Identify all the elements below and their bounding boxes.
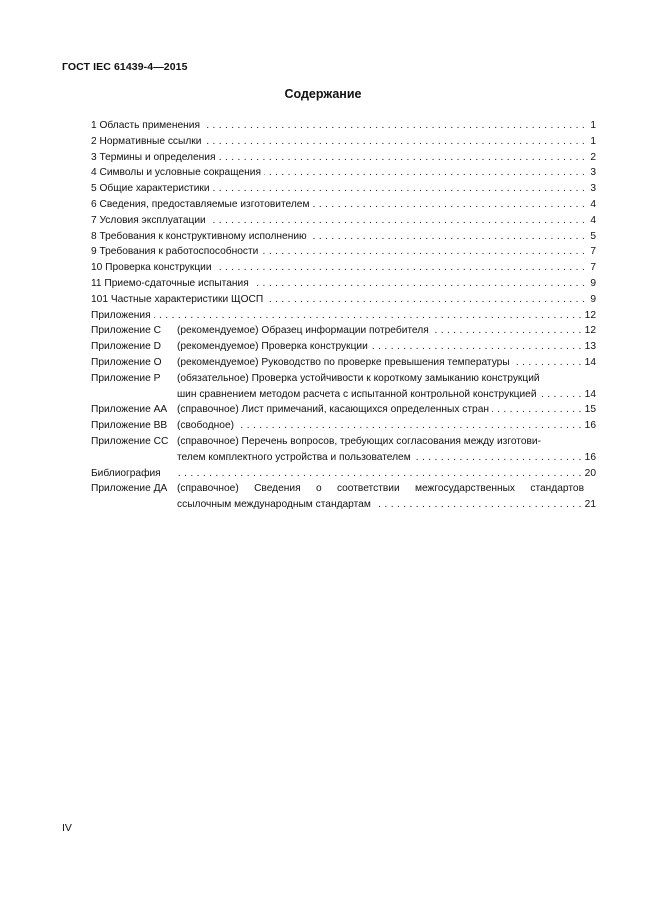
appendix-name: Приложение D (91, 341, 161, 353)
toc-entry-page: 5 (590, 230, 596, 242)
toc-entry-page: 2 (590, 151, 596, 163)
toc-entry-appendix-bb[interactable] (91, 418, 596, 434)
toc-entry-7[interactable] (91, 213, 596, 229)
toc-entry-10[interactable] (91, 260, 596, 276)
dot-leader (252, 276, 585, 292)
appendix-name: Приложение О (91, 356, 162, 368)
appendix-name: Приложение Р (91, 372, 161, 384)
toc-entry-page: 7 (590, 262, 596, 274)
dot-leader (266, 292, 585, 308)
dot-leader (209, 213, 585, 229)
toc-entry-label: 4 Символы и условные сокращения (91, 167, 261, 179)
toc-entry-3[interactable] (91, 150, 596, 166)
toc-entry-label: 7 Условия эксплуатации (91, 214, 206, 226)
toc-entry-label: Приложения (91, 309, 151, 321)
toc-entry-label: 3 Термины и определения (91, 151, 216, 163)
toc-entry-appendix-p[interactable] (91, 371, 596, 403)
appendix-name: Приложение АА (91, 404, 168, 416)
dot-leader (154, 308, 582, 324)
appendix-title-word: соответствии (336, 483, 400, 495)
toc-entry-label: 10 Проверка конструкции (91, 262, 212, 274)
dot-leader (261, 244, 585, 260)
dot-leader (312, 197, 585, 213)
dot-leader (203, 118, 585, 134)
toc-entry-appendix-aa[interactable] (91, 402, 596, 418)
toc-entry-page: 9 (590, 293, 596, 305)
toc-entry-label: 9 Требования к работоспособности (91, 246, 259, 258)
toc-entry-4[interactable] (91, 165, 596, 181)
dot-leader (215, 260, 585, 276)
appendix-title-line2: шин сравнением методом расчета с испытанной контрольной конструкцией (177, 388, 537, 400)
toc-entry-page: 1 (590, 135, 596, 147)
toc-entry-page: 16 (584, 451, 596, 463)
dot-leader (218, 150, 585, 166)
toc-entry-page: 21 (584, 499, 596, 511)
toc-entry-101[interactable] (91, 292, 596, 308)
toc-entry-appendix-da[interactable] (91, 481, 596, 513)
toc-entry-page: 14 (584, 388, 596, 400)
appendix-title: (рекомендуемое) Образец информации потребителя (177, 325, 429, 337)
toc-entry-label: 5 Общие характеристики (91, 183, 210, 195)
dot-leader (492, 402, 582, 418)
toc-entry-page: 3 (590, 167, 596, 179)
bibliography-label: Библиография (91, 467, 161, 479)
toc-entry-page: 14 (584, 356, 596, 368)
toc-entry-appendix-o[interactable] (91, 355, 596, 371)
toc-entry-1[interactable] (91, 118, 596, 134)
appendix-name: Приложение ВВ (91, 420, 168, 432)
dot-leader (432, 323, 582, 339)
dot-leader (237, 418, 582, 434)
toc-entry-label: 8 Требования к конструктивному исполнению (91, 230, 307, 242)
toc-entry-appendices[interactable] (91, 308, 596, 324)
appendix-title: (справочное) Лист примечаний, касающихся определенных стран (177, 404, 490, 416)
appendix-name: Приложение СС (91, 435, 169, 447)
toc-entry-page: 7 (590, 246, 596, 258)
appendix-title-line2: ссылочным международным стандартам (177, 499, 371, 511)
appendix-name: Приложение ДА (91, 483, 168, 495)
dot-leader (371, 339, 582, 355)
dot-leader (374, 497, 582, 513)
toc-entry-page: 16 (584, 420, 596, 432)
table-of-contents (91, 118, 596, 513)
toc-entry-page: 1 (590, 120, 596, 131)
toc-entry-page: 15 (584, 404, 596, 416)
document-code: ГОСТ IEC 61439-4—2015 (62, 61, 188, 73)
dot-leader (540, 387, 582, 403)
toc-entry-page: 13 (584, 341, 596, 353)
toc-entry-11[interactable] (91, 276, 596, 292)
toc-entry-page: 4 (590, 198, 596, 210)
appendix-name: Приложение С (91, 325, 161, 337)
appendix-title-word: межгосударственных (414, 483, 516, 495)
toc-entry-label: 11 Приемо-сдаточные испытания (91, 277, 249, 289)
appendix-title-line1: (справочное) Перечень вопросов, требующих согласования между изготови- (177, 435, 541, 447)
appendix-title-word: (справочное) (177, 483, 239, 495)
dot-leader (213, 181, 585, 197)
toc-entry-label: 101 Частные характеристики ЩОСП (91, 293, 264, 305)
dot-leader (264, 165, 585, 181)
toc-entry-2[interactable] (91, 134, 596, 150)
toc-entry-appendix-c[interactable] (91, 323, 596, 339)
appendix-title-word: о (315, 483, 322, 495)
appendix-title-line2: телем комплектного устройства и пользователем (177, 451, 411, 463)
appendix-title: (рекомендуемое) Проверка конструкции (177, 341, 368, 353)
dot-leader (310, 229, 585, 245)
page-number: IV (62, 822, 72, 834)
toc-entry-appendix-cc[interactable] (91, 434, 596, 466)
toc-title: Содержание (284, 87, 362, 101)
toc-entry-6[interactable] (91, 197, 596, 213)
toc-entry-5[interactable] (91, 181, 596, 197)
toc-entry-page: 20 (584, 467, 596, 479)
toc-entry-label: 2 Нормативные ссылки (91, 135, 202, 147)
toc-entry-page: 12 (584, 325, 596, 337)
dot-leader (513, 355, 582, 371)
toc-entry-page: 12 (584, 309, 596, 321)
appendix-title-word: Сведения (254, 483, 301, 495)
appendix-title: (свободное) (177, 420, 235, 432)
toc-entry-8[interactable] (91, 229, 596, 245)
appendix-title-line1 (177, 481, 596, 497)
toc-entry-label: 1 Область применения (91, 120, 200, 131)
dot-leader (414, 450, 582, 466)
dot-leader (177, 466, 582, 482)
appendix-title-word: стандартов (530, 483, 584, 495)
toc-entry-page: 9 (590, 277, 596, 289)
toc-entry-page: 4 (590, 214, 596, 226)
dot-leader (204, 134, 585, 150)
toc-entry-appendix-d[interactable] (91, 339, 596, 355)
toc-entry-bibliography[interactable] (91, 466, 596, 482)
toc-entry-page: 3 (590, 183, 596, 195)
toc-entry-label: 6 Сведения, предоставляемые изготовителем (91, 198, 310, 210)
appendix-title: (рекомендуемое) Руководство по проверке превышения температуры (177, 356, 510, 368)
toc-entry-9[interactable] (91, 244, 596, 260)
appendix-title-line1: (обязательное) Проверка устойчивости к короткому замыканию конструкций (177, 372, 540, 384)
